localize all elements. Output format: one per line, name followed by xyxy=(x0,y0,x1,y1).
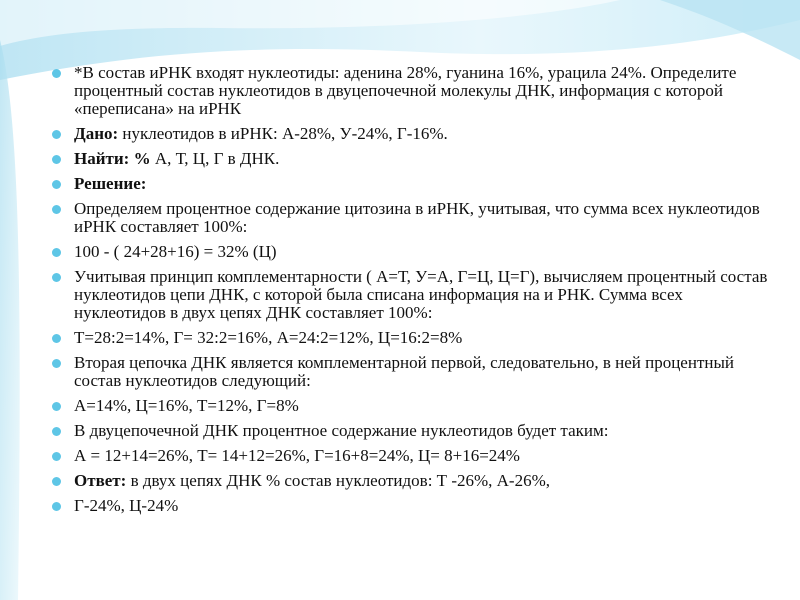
bullet-dot-icon xyxy=(52,205,61,214)
bullet-dot-icon xyxy=(52,180,61,189)
left-wave xyxy=(0,40,20,600)
list-item xyxy=(50,329,776,347)
list-item xyxy=(50,64,776,118)
item-text: Вторая цепочка ДНК является комплементарной первой, следовательно, в ней процентный состав нуклеотидов следующий: xyxy=(74,353,734,390)
item-text: А = 12+14=26%, Т= 14+12=26%, Г=16+8=24%, Ц= 8+16=24% xyxy=(74,446,520,465)
slide-content xyxy=(50,64,776,522)
item-text: Т=28:2=14%, Г= 32:2=16%, А=24:2=12%, Ц=16:2=8% xyxy=(74,328,463,347)
list-item xyxy=(50,175,776,193)
item-label: Дано: xyxy=(74,124,119,143)
bullet-dot-icon xyxy=(52,427,61,436)
bullet-list xyxy=(50,64,776,515)
item-text: А, Т, Ц, Г в ДНК. xyxy=(154,149,280,168)
list-item xyxy=(50,200,776,236)
item-text: *В состав иРНК входят нуклеотиды: аденина 28%, гуанина 16%, урацила 24%. Определите процентный состав нуклеотидов в двуцепочечной молекулы ДНК, информация с которой «переписана» на иРНК xyxy=(74,63,737,118)
list-item xyxy=(50,397,776,415)
bullet-dot-icon xyxy=(52,452,61,461)
bullet-dot-icon xyxy=(52,402,61,411)
item-text: Г-24%, Ц-24% xyxy=(74,496,179,515)
item-label: Ответ: xyxy=(74,471,127,490)
item-text: нуклеотидов в иРНК: А-28%, У-24%, Г-16%. xyxy=(122,124,448,143)
list-item xyxy=(50,472,776,490)
bullet-dot-icon xyxy=(52,248,61,257)
bullet-dot-icon xyxy=(52,69,61,78)
bullet-dot-icon xyxy=(52,359,61,368)
list-item xyxy=(50,268,776,322)
bullet-dot-icon xyxy=(52,477,61,486)
list-item xyxy=(50,150,776,168)
list-item xyxy=(50,125,776,143)
list-item xyxy=(50,243,776,261)
item-text: Учитывая принцип комплементарности ( А=Т, У=А, Г=Ц, Ц=Г), вычисляем процентный состав нуклеотидов цепи ДНК, с которой была списана информация на и РНК. Сумма всех нуклеотидов в двух цепях ДНК составляет 100%: xyxy=(74,267,768,322)
bullet-dot-icon xyxy=(52,334,61,343)
bullet-dot-icon xyxy=(52,155,61,164)
item-text: 100 - ( 24+28+16) = 32% (Ц) xyxy=(74,242,277,261)
item-text: в двух цепях ДНК % состав нуклеотидов: Т -26%, А-26%, xyxy=(130,471,550,490)
item-text: В двуцепочечной ДНК процентное содержание нуклеотидов будет таким: xyxy=(74,421,609,440)
item-label: Найти: % xyxy=(74,149,151,168)
list-item xyxy=(50,497,776,515)
bullet-dot-icon xyxy=(52,273,61,282)
list-item xyxy=(50,354,776,390)
list-item xyxy=(50,447,776,465)
bullet-dot-icon xyxy=(52,130,61,139)
list-item xyxy=(50,422,776,440)
bullet-dot-icon xyxy=(52,502,61,511)
item-text: Определяем процентное содержание цитозина в иРНК, учитывая, что сумма всех нуклеотидов иРНК составляет 100%: xyxy=(74,199,760,236)
item-label: Решение: xyxy=(74,174,147,193)
item-text: А=14%, Ц=16%, Т=12%, Г=8% xyxy=(74,396,299,415)
